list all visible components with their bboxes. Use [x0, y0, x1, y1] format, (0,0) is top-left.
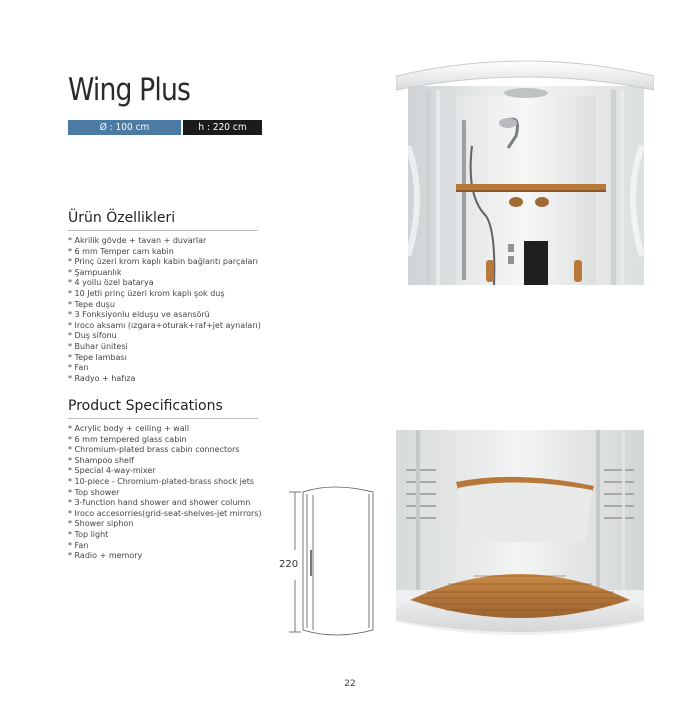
list-item: * Chromium-plated brass cabin connectors [68, 445, 240, 455]
tr-heading-rule [68, 230, 258, 231]
list-item: * Şampuanlık [68, 267, 122, 277]
list-item: * Fan [68, 363, 89, 373]
list-item: * Akrilik gövde + tavan + duvarlar [68, 236, 207, 245]
list-item: * Shower siphon [68, 519, 134, 529]
list-item: * 6 mm Temper cam kabin [68, 246, 174, 256]
list-item: * 3 Fonksiyonlu elduşu ve asansörü [68, 310, 210, 320]
diameter-badge: Ø : 100 cm [68, 120, 181, 135]
list-item: * Prinç üzeri krom kaplı kabin bağlantı parçaları [68, 257, 258, 267]
page-number: 22 [344, 679, 356, 689]
height-badge: h : 220 cm [183, 120, 262, 135]
list-item: * Iroco aksamı (ızgara+oturak+raf+jet aynaları) [68, 320, 261, 330]
en-heading-rule [68, 418, 258, 419]
list-item: * Fan [68, 540, 89, 550]
en-specs-heading: Product Specifications [68, 398, 223, 414]
list-item: * Duş sifonu [68, 331, 117, 341]
diagram-height-label: 220 [279, 559, 299, 570]
list-item: * 4 yollu özel batarya [68, 278, 154, 288]
en-specs-list [68, 424, 262, 562]
list-item: * Buhar ünitesi [68, 341, 128, 351]
cabin-interior-photo [396, 430, 644, 640]
list-item: * Top light [68, 529, 109, 539]
list-item: * Acrylic body + ceiling + wall [68, 424, 190, 433]
list-item: * 10-piece - Chromium-plated-brass shock jets [68, 476, 255, 486]
product-title: Wing Plus [68, 72, 191, 108]
tr-specs-list [68, 236, 261, 384]
list-item: * Radyo + hafıza [68, 373, 136, 383]
list-item: * Iroco accesorries(grid-seat-shelves-jet mirrors) [68, 508, 262, 518]
list-item: * Special 4-way-mixer [68, 466, 156, 476]
tr-specs-heading: Ürün Özellikleri [68, 210, 176, 226]
list-item: * Tepe duşu [68, 299, 115, 309]
list-item: * 3-function hand shower and shower column [68, 498, 251, 508]
list-item: * Top shower [68, 487, 120, 497]
list-item: * 10 Jetli prinç üzeri krom kaplı şok duş [68, 288, 225, 298]
cabin-exterior-photo [396, 56, 654, 285]
list-item: * Shampoo shelf [68, 455, 134, 465]
list-item: * Tepe lambası [68, 352, 127, 362]
list-item: * Radio + memory [68, 551, 143, 561]
list-item: * 6 mm tempered glass cabin [68, 434, 187, 444]
